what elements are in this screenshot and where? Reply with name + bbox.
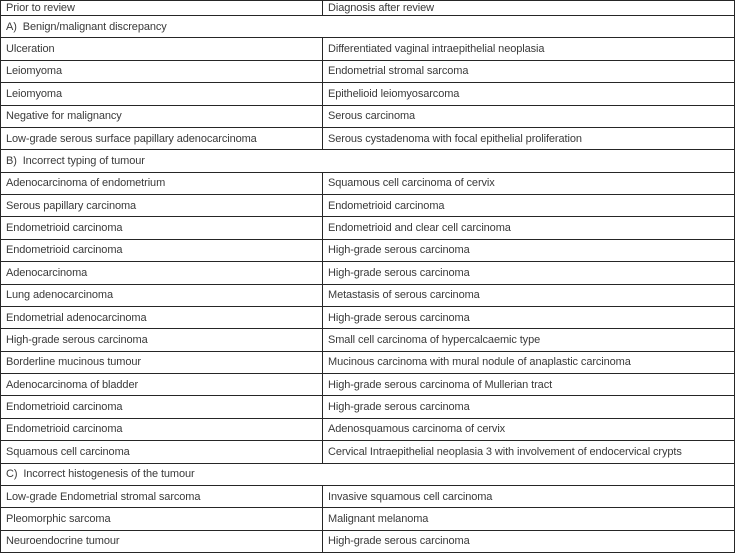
cell-prior-to-review: Adenocarcinoma (1, 262, 323, 284)
cell-prior-to-review: Leiomyoma (1, 83, 323, 105)
section-label: A) Benign/malignant discrepancy (1, 16, 735, 38)
table-row (1, 530, 735, 552)
column-header-diagnosis-after-review: Diagnosis after review (323, 1, 735, 16)
cell-diagnosis-after-review: Malignant melanoma (323, 508, 735, 530)
section-label: C) Incorrect histogenesis of the tumour (1, 463, 735, 485)
cell-diagnosis-after-review: High-grade serous carcinoma (323, 396, 735, 418)
table-row (1, 195, 735, 217)
cell-diagnosis-after-review: Squamous cell carcinoma of cervix (323, 172, 735, 194)
cell-prior-to-review: Low-grade serous surface papillary adenocarcinoma (1, 127, 323, 149)
cell-prior-to-review: Endometrioid carcinoma (1, 217, 323, 239)
cell-diagnosis-after-review: Small cell carcinoma of hypercalcaemic type (323, 329, 735, 351)
cell-prior-to-review: Negative for malignancy (1, 105, 323, 127)
table-row (1, 262, 735, 284)
table-row (1, 105, 735, 127)
table-row (1, 217, 735, 239)
section-label: B) Incorrect typing of tumour (1, 150, 735, 172)
header-row (1, 1, 735, 16)
cell-prior-to-review: Squamous cell carcinoma (1, 441, 323, 463)
cell-diagnosis-after-review: Invasive squamous cell carcinoma (323, 485, 735, 507)
cell-diagnosis-after-review: High-grade serous carcinoma (323, 239, 735, 261)
cell-diagnosis-after-review: Cervical Intraepithelial neoplasia 3 with involvement of endocervical crypts (323, 441, 735, 463)
cell-diagnosis-after-review: Endometrioid and clear cell carcinoma (323, 217, 735, 239)
cell-diagnosis-after-review: High-grade serous carcinoma (323, 306, 735, 328)
table-row (1, 508, 735, 530)
cell-prior-to-review: Ulceration (1, 38, 323, 60)
cell-prior-to-review: Endometrial adenocarcinoma (1, 306, 323, 328)
cell-prior-to-review: Serous papillary carcinoma (1, 195, 323, 217)
cell-diagnosis-after-review: High-grade serous carcinoma (323, 530, 735, 552)
table-row (1, 284, 735, 306)
cell-diagnosis-after-review: Serous cystadenoma with focal epithelial proliferation (323, 127, 735, 149)
table-row (1, 351, 735, 373)
table-row (1, 127, 735, 149)
section-row (1, 150, 735, 172)
cell-prior-to-review: Leiomyoma (1, 60, 323, 82)
table-row (1, 485, 735, 507)
cell-prior-to-review: Pleomorphic sarcoma (1, 508, 323, 530)
cell-diagnosis-after-review: Endometrial stromal sarcoma (323, 60, 735, 82)
cell-prior-to-review: Neuroendocrine tumour (1, 530, 323, 552)
table-row (1, 239, 735, 261)
cell-diagnosis-after-review: High-grade serous carcinoma (323, 262, 735, 284)
cell-diagnosis-after-review: High-grade serous carcinoma of Mullerian tract (323, 374, 735, 396)
table-row (1, 306, 735, 328)
cell-prior-to-review: Low-grade Endometrial stromal sarcoma (1, 485, 323, 507)
cell-diagnosis-after-review: Epithelioid leiomyosarcoma (323, 83, 735, 105)
cell-prior-to-review: High-grade serous carcinoma (1, 329, 323, 351)
cell-diagnosis-after-review: Differentiated vaginal intraepithelial neoplasia (323, 38, 735, 60)
table-row (1, 329, 735, 351)
table-row (1, 60, 735, 82)
table-row (1, 418, 735, 440)
cell-prior-to-review: Endometrioid carcinoma (1, 418, 323, 440)
table-row (1, 172, 735, 194)
table-row (1, 38, 735, 60)
table-row (1, 374, 735, 396)
cell-diagnosis-after-review: Mucinous carcinoma with mural nodule of anaplastic carcinoma (323, 351, 735, 373)
section-row (1, 463, 735, 485)
cell-diagnosis-after-review: Metastasis of serous carcinoma (323, 284, 735, 306)
cell-prior-to-review: Borderline mucinous tumour (1, 351, 323, 373)
table-body (1, 16, 735, 553)
cell-prior-to-review: Endometrioid carcinoma (1, 239, 323, 261)
section-row (1, 16, 735, 38)
cell-diagnosis-after-review: Endometrioid carcinoma (323, 195, 735, 217)
column-header-prior-to-review: Prior to review (1, 1, 323, 16)
table-row (1, 396, 735, 418)
cell-prior-to-review: Adenocarcinoma of bladder (1, 374, 323, 396)
cell-diagnosis-after-review: Serous carcinoma (323, 105, 735, 127)
table-row (1, 441, 735, 463)
table-row (1, 83, 735, 105)
cell-diagnosis-after-review: Adenosquamous carcinoma of cervix (323, 418, 735, 440)
cell-prior-to-review: Lung adenocarcinoma (1, 284, 323, 306)
cell-prior-to-review: Adenocarcinoma of endometrium (1, 172, 323, 194)
cell-prior-to-review: Endometrioid carcinoma (1, 396, 323, 418)
